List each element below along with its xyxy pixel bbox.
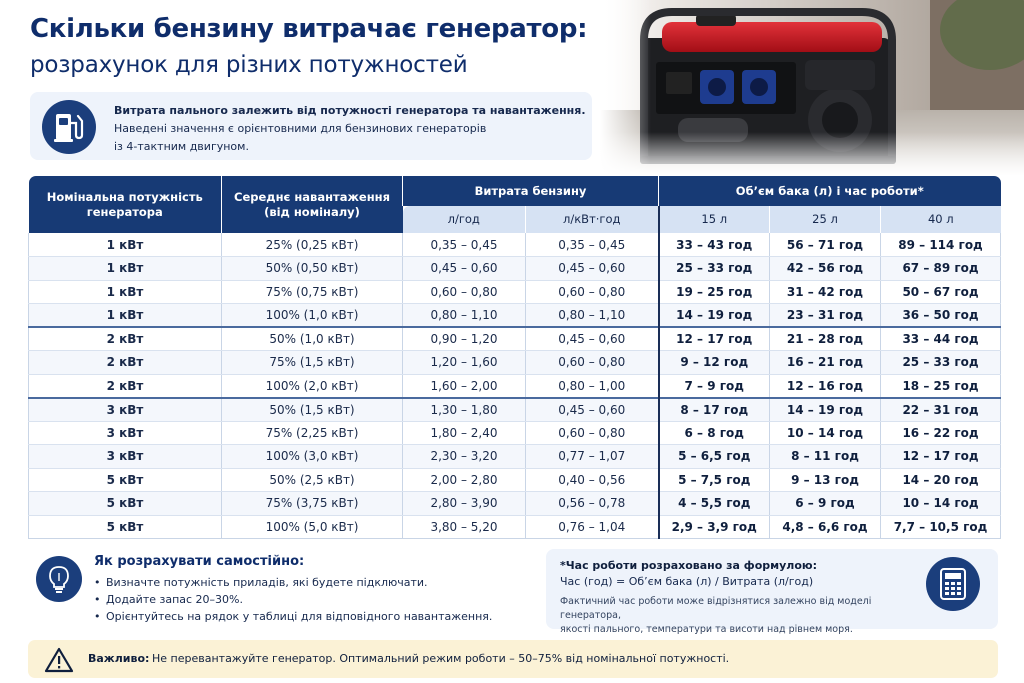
cell-tank-25: 42 – 56 год: [770, 257, 881, 281]
cell-load: 100% (1,0 кВт): [222, 304, 403, 328]
cell-tank-25: 8 – 11 год: [770, 445, 881, 469]
cell-load: 100% (3,0 кВт): [222, 445, 403, 469]
cell-load: 75% (2,25 кВт): [222, 421, 403, 445]
cell-power: 1 кВт: [29, 257, 222, 281]
cell-cons-lh: 1,30 – 1,80: [403, 398, 526, 422]
header-tank-15: 15 л: [659, 206, 770, 233]
formula-note: [560, 595, 930, 637]
cell-power: 2 кВт: [29, 374, 222, 398]
warning-text: Не перевантажуйте генератор. Оптимальний режим роботи – 50–75% від номінальної потужності.: [152, 652, 730, 665]
header-cons-lh: л/год: [403, 206, 526, 233]
cell-cons-lkwh: 0,56 – 0,78: [526, 492, 659, 516]
cell-power: 3 кВт: [29, 398, 222, 422]
header-cons-lkwh: л/кВт·год: [526, 206, 659, 233]
header-tank-40: 40 л: [881, 206, 1001, 233]
cell-cons-lh: 3,80 – 5,20: [403, 515, 526, 539]
cell-tank-25: 9 – 13 год: [770, 468, 881, 492]
cell-tank-25: 16 – 21 год: [770, 351, 881, 375]
header-consumption: Витрата бензину: [403, 176, 659, 206]
howto-list: [94, 574, 492, 625]
cell-load: 75% (3,75 кВт): [222, 492, 403, 516]
cell-load: 50% (1,5 кВт): [222, 398, 403, 422]
cell-load: 50% (1,0 кВт): [222, 327, 403, 351]
cell-power: 1 кВт: [29, 280, 222, 304]
header-tank-25: 25 л: [770, 206, 881, 233]
calculator-icon: [926, 557, 980, 611]
table-row: [29, 515, 1001, 539]
table-row: [29, 304, 1001, 328]
cell-tank-15: 9 – 12 год: [659, 351, 770, 375]
table-row: [29, 492, 1001, 516]
formula-note-line-2: якості пального, температури та висоти над рівнем моря.: [560, 624, 853, 635]
cell-cons-lh: 2,00 – 2,80: [403, 468, 526, 492]
cell-tank-15: 19 – 25 год: [659, 280, 770, 304]
intro-text: [114, 102, 586, 156]
warning-bar: [28, 640, 998, 678]
cell-power: 1 кВт: [29, 233, 222, 257]
cell-cons-lh: 2,80 – 3,90: [403, 492, 526, 516]
cell-cons-lh: 0,45 – 0,60: [403, 257, 526, 281]
cell-tank-25: 31 – 42 год: [770, 280, 881, 304]
cell-power: 3 кВт: [29, 445, 222, 469]
cell-tank-15: 2,9 – 3,9 год: [659, 515, 770, 539]
table-row: [29, 351, 1001, 375]
table-row: [29, 398, 1001, 422]
cell-cons-lkwh: 0,60 – 0,80: [526, 280, 659, 304]
lightbulb-icon: [36, 556, 82, 602]
cell-tank-25: 4,8 – 6,6 год: [770, 515, 881, 539]
page-title: Скільки бензину витрачає генератор:: [30, 14, 588, 44]
cell-cons-lh: 1,20 – 1,60: [403, 351, 526, 375]
cell-tank-25: 12 – 16 год: [770, 374, 881, 398]
cell-cons-lkwh: 0,45 – 0,60: [526, 327, 659, 351]
header-power: Номінальна потужність генератора: [29, 176, 222, 233]
cell-tank-15: 6 – 8 год: [659, 421, 770, 445]
cell-cons-lkwh: 0,76 – 1,04: [526, 515, 659, 539]
page-subtitle: розрахунок для різних потужностей: [30, 52, 468, 78]
cell-tank-40: 25 – 33 год: [881, 351, 1001, 375]
cell-tank-40: 10 – 14 год: [881, 492, 1001, 516]
cell-cons-lh: 0,80 – 1,10: [403, 304, 526, 328]
howto-item: • Додайте запас 20–30%.: [94, 591, 492, 608]
generator-image: [600, 0, 1024, 176]
table-row: [29, 280, 1001, 304]
intro-line-3: із 4-тактним двигуном.: [114, 140, 249, 153]
cell-cons-lkwh: 0,45 – 0,60: [526, 257, 659, 281]
cell-tank-15: 4 – 5,5 год: [659, 492, 770, 516]
cell-tank-25: 23 – 31 год: [770, 304, 881, 328]
cell-tank-25: 6 – 9 год: [770, 492, 881, 516]
cell-load: 100% (2,0 кВт): [222, 374, 403, 398]
cell-tank-15: 7 – 9 год: [659, 374, 770, 398]
cell-load: 100% (5,0 кВт): [222, 515, 403, 539]
table-row: [29, 233, 1001, 257]
howto-title: Як розрахувати самостійно:: [94, 554, 305, 569]
table-row: [29, 327, 1001, 351]
intro-box: [30, 92, 592, 160]
cell-load: 50% (0,50 кВт): [222, 257, 403, 281]
formula-box: [546, 549, 998, 635]
cell-tank-15: 14 – 19 год: [659, 304, 770, 328]
cell-cons-lkwh: 0,60 – 0,80: [526, 351, 659, 375]
cell-cons-lh: 0,60 – 0,80: [403, 280, 526, 304]
table-row: [29, 421, 1001, 445]
cell-tank-40: 33 – 44 год: [881, 327, 1001, 351]
table-row: [29, 468, 1001, 492]
cell-cons-lh: 0,35 – 0,45: [403, 233, 526, 257]
table-row: [29, 257, 1001, 281]
cell-power: 2 кВт: [29, 351, 222, 375]
fuel-consumption-table: [28, 176, 1001, 539]
cell-cons-lkwh: 0,77 – 1,07: [526, 445, 659, 469]
cell-tank-40: 14 – 20 год: [881, 468, 1001, 492]
cell-cons-lkwh: 0,80 – 1,10: [526, 304, 659, 328]
cell-tank-15: 12 – 17 год: [659, 327, 770, 351]
cell-load: 25% (0,25 кВт): [222, 233, 403, 257]
cell-cons-lh: 1,60 – 2,00: [403, 374, 526, 398]
cell-cons-lh: 2,30 – 3,20: [403, 445, 526, 469]
header-load: Середнє навантаження (від номіналу): [222, 176, 403, 233]
formula-note-line-1: Фактичний час роботи може відрізнятися залежно від моделі генератора,: [560, 596, 872, 621]
cell-power: 2 кВт: [29, 327, 222, 351]
intro-line-1: Витрата пального залежить від потужності генератора та навантаження.: [114, 104, 586, 117]
warning-triangle-icon: [44, 647, 74, 673]
cell-tank-25: 56 – 71 год: [770, 233, 881, 257]
cell-cons-lkwh: 0,45 – 0,60: [526, 398, 659, 422]
warning-label: Важливо:: [88, 652, 150, 665]
cell-tank-25: 21 – 28 год: [770, 327, 881, 351]
cell-tank-40: 22 – 31 год: [881, 398, 1001, 422]
cell-tank-25: 10 – 14 год: [770, 421, 881, 445]
howto-section: [30, 548, 540, 628]
intro-line-2: Наведені значення є орієнтовними для бензинових генераторів: [114, 122, 487, 135]
cell-power: 5 кВт: [29, 492, 222, 516]
cell-power: 3 кВт: [29, 421, 222, 445]
cell-cons-lkwh: 0,35 – 0,45: [526, 233, 659, 257]
header-tank: Об’єм бака (л) і час роботи*: [659, 176, 1001, 206]
cell-load: 50% (2,5 кВт): [222, 468, 403, 492]
formula-equation: Час (год) = Об’єм бака (л) / Витрата (л/год): [560, 575, 814, 588]
cell-tank-40: 89 – 114 год: [881, 233, 1001, 257]
formula-title: *Час роботи розраховано за формулою:: [560, 559, 817, 572]
cell-power: 5 кВт: [29, 515, 222, 539]
cell-tank-15: 25 – 33 год: [659, 257, 770, 281]
cell-tank-40: 12 – 17 год: [881, 445, 1001, 469]
cell-tank-15: 5 – 6,5 год: [659, 445, 770, 469]
cell-tank-40: 50 – 67 год: [881, 280, 1001, 304]
cell-power: 5 кВт: [29, 468, 222, 492]
cell-power: 1 кВт: [29, 304, 222, 328]
cell-cons-lh: 1,80 – 2,40: [403, 421, 526, 445]
table-row: [29, 445, 1001, 469]
howto-item: • Визначте потужність приладів, які будете підключати.: [94, 574, 492, 591]
table-row: [29, 374, 1001, 398]
cell-cons-lh: 0,90 – 1,20: [403, 327, 526, 351]
cell-tank-40: 16 – 22 год: [881, 421, 1001, 445]
cell-tank-15: 5 – 7,5 год: [659, 468, 770, 492]
howto-item: • Орієнтуйтесь на рядок у таблиці для відповідного навантаження.: [94, 608, 492, 625]
cell-cons-lkwh: 0,40 – 0,56: [526, 468, 659, 492]
cell-tank-25: 14 – 19 год: [770, 398, 881, 422]
cell-load: 75% (0,75 кВт): [222, 280, 403, 304]
cell-tank-15: 33 – 43 год: [659, 233, 770, 257]
cell-tank-40: 7,7 – 10,5 год: [881, 515, 1001, 539]
cell-cons-lkwh: 0,60 – 0,80: [526, 421, 659, 445]
cell-tank-40: 18 – 25 год: [881, 374, 1001, 398]
cell-tank-40: 67 – 89 год: [881, 257, 1001, 281]
cell-tank-15: 8 – 17 год: [659, 398, 770, 422]
cell-cons-lkwh: 0,80 – 1,00: [526, 374, 659, 398]
cell-load: 75% (1,5 кВт): [222, 351, 403, 375]
fuel-pump-icon: [42, 100, 96, 154]
cell-tank-40: 36 – 50 год: [881, 304, 1001, 328]
